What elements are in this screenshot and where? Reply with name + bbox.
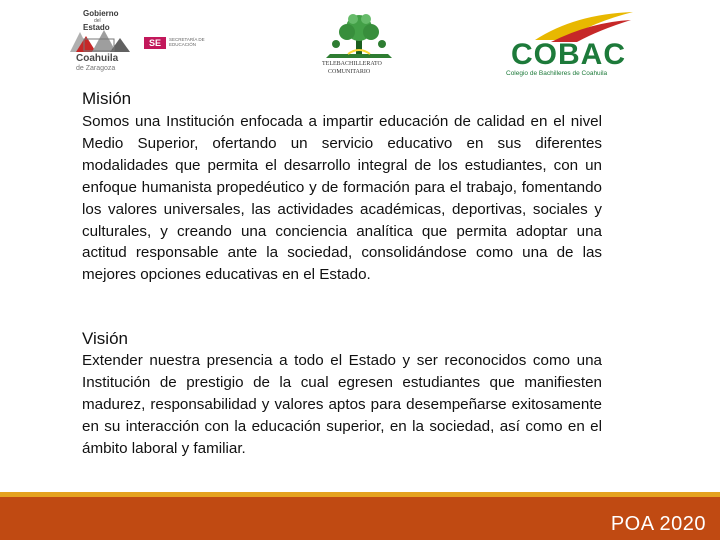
mision-body: Somos una Institución enfocada a impartir educación de calidad en el nivel Medio Superior, ofertando un servicio educativo en sus diferentes modalidades que permita el desarrollo integral de los estudiantes, con un enfoque humanista propedéutico y de formación para el trabajo, fomentando los valores universales, las actividades académicas, deportivas, sociales y culturales, y creando una conciencia analítica que permita adoptar una actitud responsable ante la sociedad, consolidándose como una de las mejores opciones educativas en el Estado.: [82, 113, 602, 284]
vision-body: Extender nuestra presencia a todo el Estado y ser reconocidos como una Institución de prestigio de la cual egresen estudiantes que manifiesten madurez, responsabilidad y valores aptos para desempeñarse exitosamente en su interacción con la educación superior, en la sociedad, así como en el ámbito laboral y familiar.: [82, 352, 602, 457]
gobierno-estado-text: Estado: [83, 23, 110, 32]
mision-title: Misión: [82, 89, 132, 108]
vision-title: Visión: [82, 329, 128, 348]
state-shield-icon: [70, 30, 132, 52]
zaragoza-text: de Zaragoza: [76, 65, 116, 72]
telebachillerato-logo: [318, 10, 400, 80]
se-badge: SE: [144, 37, 166, 49]
tree-icon: [318, 10, 400, 62]
tbc-title-line1: TELEBACHILLERATO: [322, 61, 382, 67]
cobac-logo: [505, 10, 640, 80]
tbc-title-line2: COMUNITARIO: [328, 69, 371, 75]
se-caption: SECRETARÍA DE EDUCACIÓN: [169, 37, 205, 47]
gobierno-coahuila-logo: [64, 6, 214, 76]
cobac-subtitle: Colegio de Bachilleres de Coahuila: [506, 70, 608, 77]
footer-poa-label: POA 2020: [610, 513, 706, 535]
gobierno-del-text: del: [94, 18, 101, 24]
cobac-wordmark: COBAC: [511, 38, 626, 71]
coahuila-text: Coahuila: [76, 53, 119, 64]
gobierno-text: Gobierno: [83, 9, 119, 18]
